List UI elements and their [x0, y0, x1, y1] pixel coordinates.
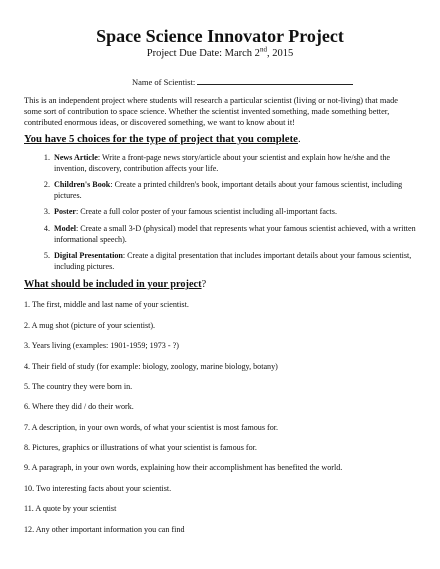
include-heading-text: What should be included in your project — [24, 279, 202, 291]
intro-paragraph: This is an independent project where students will research a particular scientist (living or not-living) that made some sort of contribution to space science. Whether the scientist invented something, made something better, contributed enormous ideas, or discovered something, we want to know about it! — [24, 96, 398, 127]
choice-name: News Article — [54, 153, 98, 162]
scientist-name-label: Name of Scientist: — [132, 77, 196, 87]
list-item: 1. The first, middle and last name of your scientist. — [24, 300, 189, 310]
list-item: 2. A mug shot (picture of your scientist). — [24, 320, 156, 330]
due-date-prefix: Project Due Date: March 2 — [146, 48, 260, 59]
due-date-ordinal: nd — [259, 45, 267, 54]
choice-item — [52, 180, 416, 201]
page-title: Space Science Innovator Project — [96, 26, 344, 46]
due-date — [24, 47, 416, 61]
choice-desc: : Create a digital presentation that includes important details about your famous scientist, including pictures. — [54, 251, 412, 271]
list-item: 10. Two interesting facts about your scientist. — [24, 483, 172, 493]
choice-item — [52, 224, 416, 245]
due-date-suffix: , 2015 — [266, 48, 294, 59]
choices-list — [24, 153, 416, 272]
choice-desc: : Write a front-page news story/article about your scientist and explain how he/she and the invention, discovery, contribution affects your life. — [54, 153, 390, 173]
list-item: 6. Where they did / do their work. — [24, 402, 134, 412]
list-item: 8. Pictures, graphics or illustrations of what your scientist is famous for. — [24, 443, 257, 453]
choices-heading-tail: . — [297, 133, 301, 145]
include-list — [24, 300, 416, 535]
list-item: 4. Their field of study (for example: biology, zoology, marine biology, botany) — [24, 361, 278, 371]
list-item: 5. The country they were born in. — [24, 381, 133, 391]
choice-item — [52, 153, 416, 174]
choice-item — [52, 207, 416, 218]
choice-name: Model — [54, 223, 77, 233]
choices-heading-text: You have 5 choices for the type of project that you complete — [24, 133, 298, 145]
choice-name: Children's Book — [54, 180, 111, 190]
list-item: 3. Years living (examples: 1901-1959; 1973 - ?) — [24, 341, 179, 351]
list-item: 9. A paragraph, in your own words, explaining how their accomplishment has benefited the world. — [24, 463, 343, 473]
list-item: 12. Any other important information you can find — [24, 524, 185, 534]
include-heading — [24, 278, 416, 291]
choice-name: Digital Presentation — [54, 251, 123, 261]
choice-desc: : Create a small 3-D (physical) model that represents what your famous scientist achieved, with a written informational speech). — [54, 223, 416, 244]
list-item: 7. A description, in your own words, of what your scientist is most famous for. — [24, 422, 279, 432]
choice-item — [52, 251, 416, 272]
choice-name: Poster — [54, 207, 77, 217]
scientist-name-row — [132, 75, 416, 88]
include-heading-tail: ? — [201, 279, 207, 291]
choices-heading — [24, 133, 416, 146]
list-item: 11. A quote by your scientist — [24, 504, 117, 514]
choice-desc: : Create a printed children's book, important details about your famous scientist, including pictures. — [54, 180, 403, 200]
choice-desc: : Create a full color poster of your famous scientist including all-important facts. — [76, 207, 337, 217]
scientist-name-blank — [197, 75, 353, 85]
